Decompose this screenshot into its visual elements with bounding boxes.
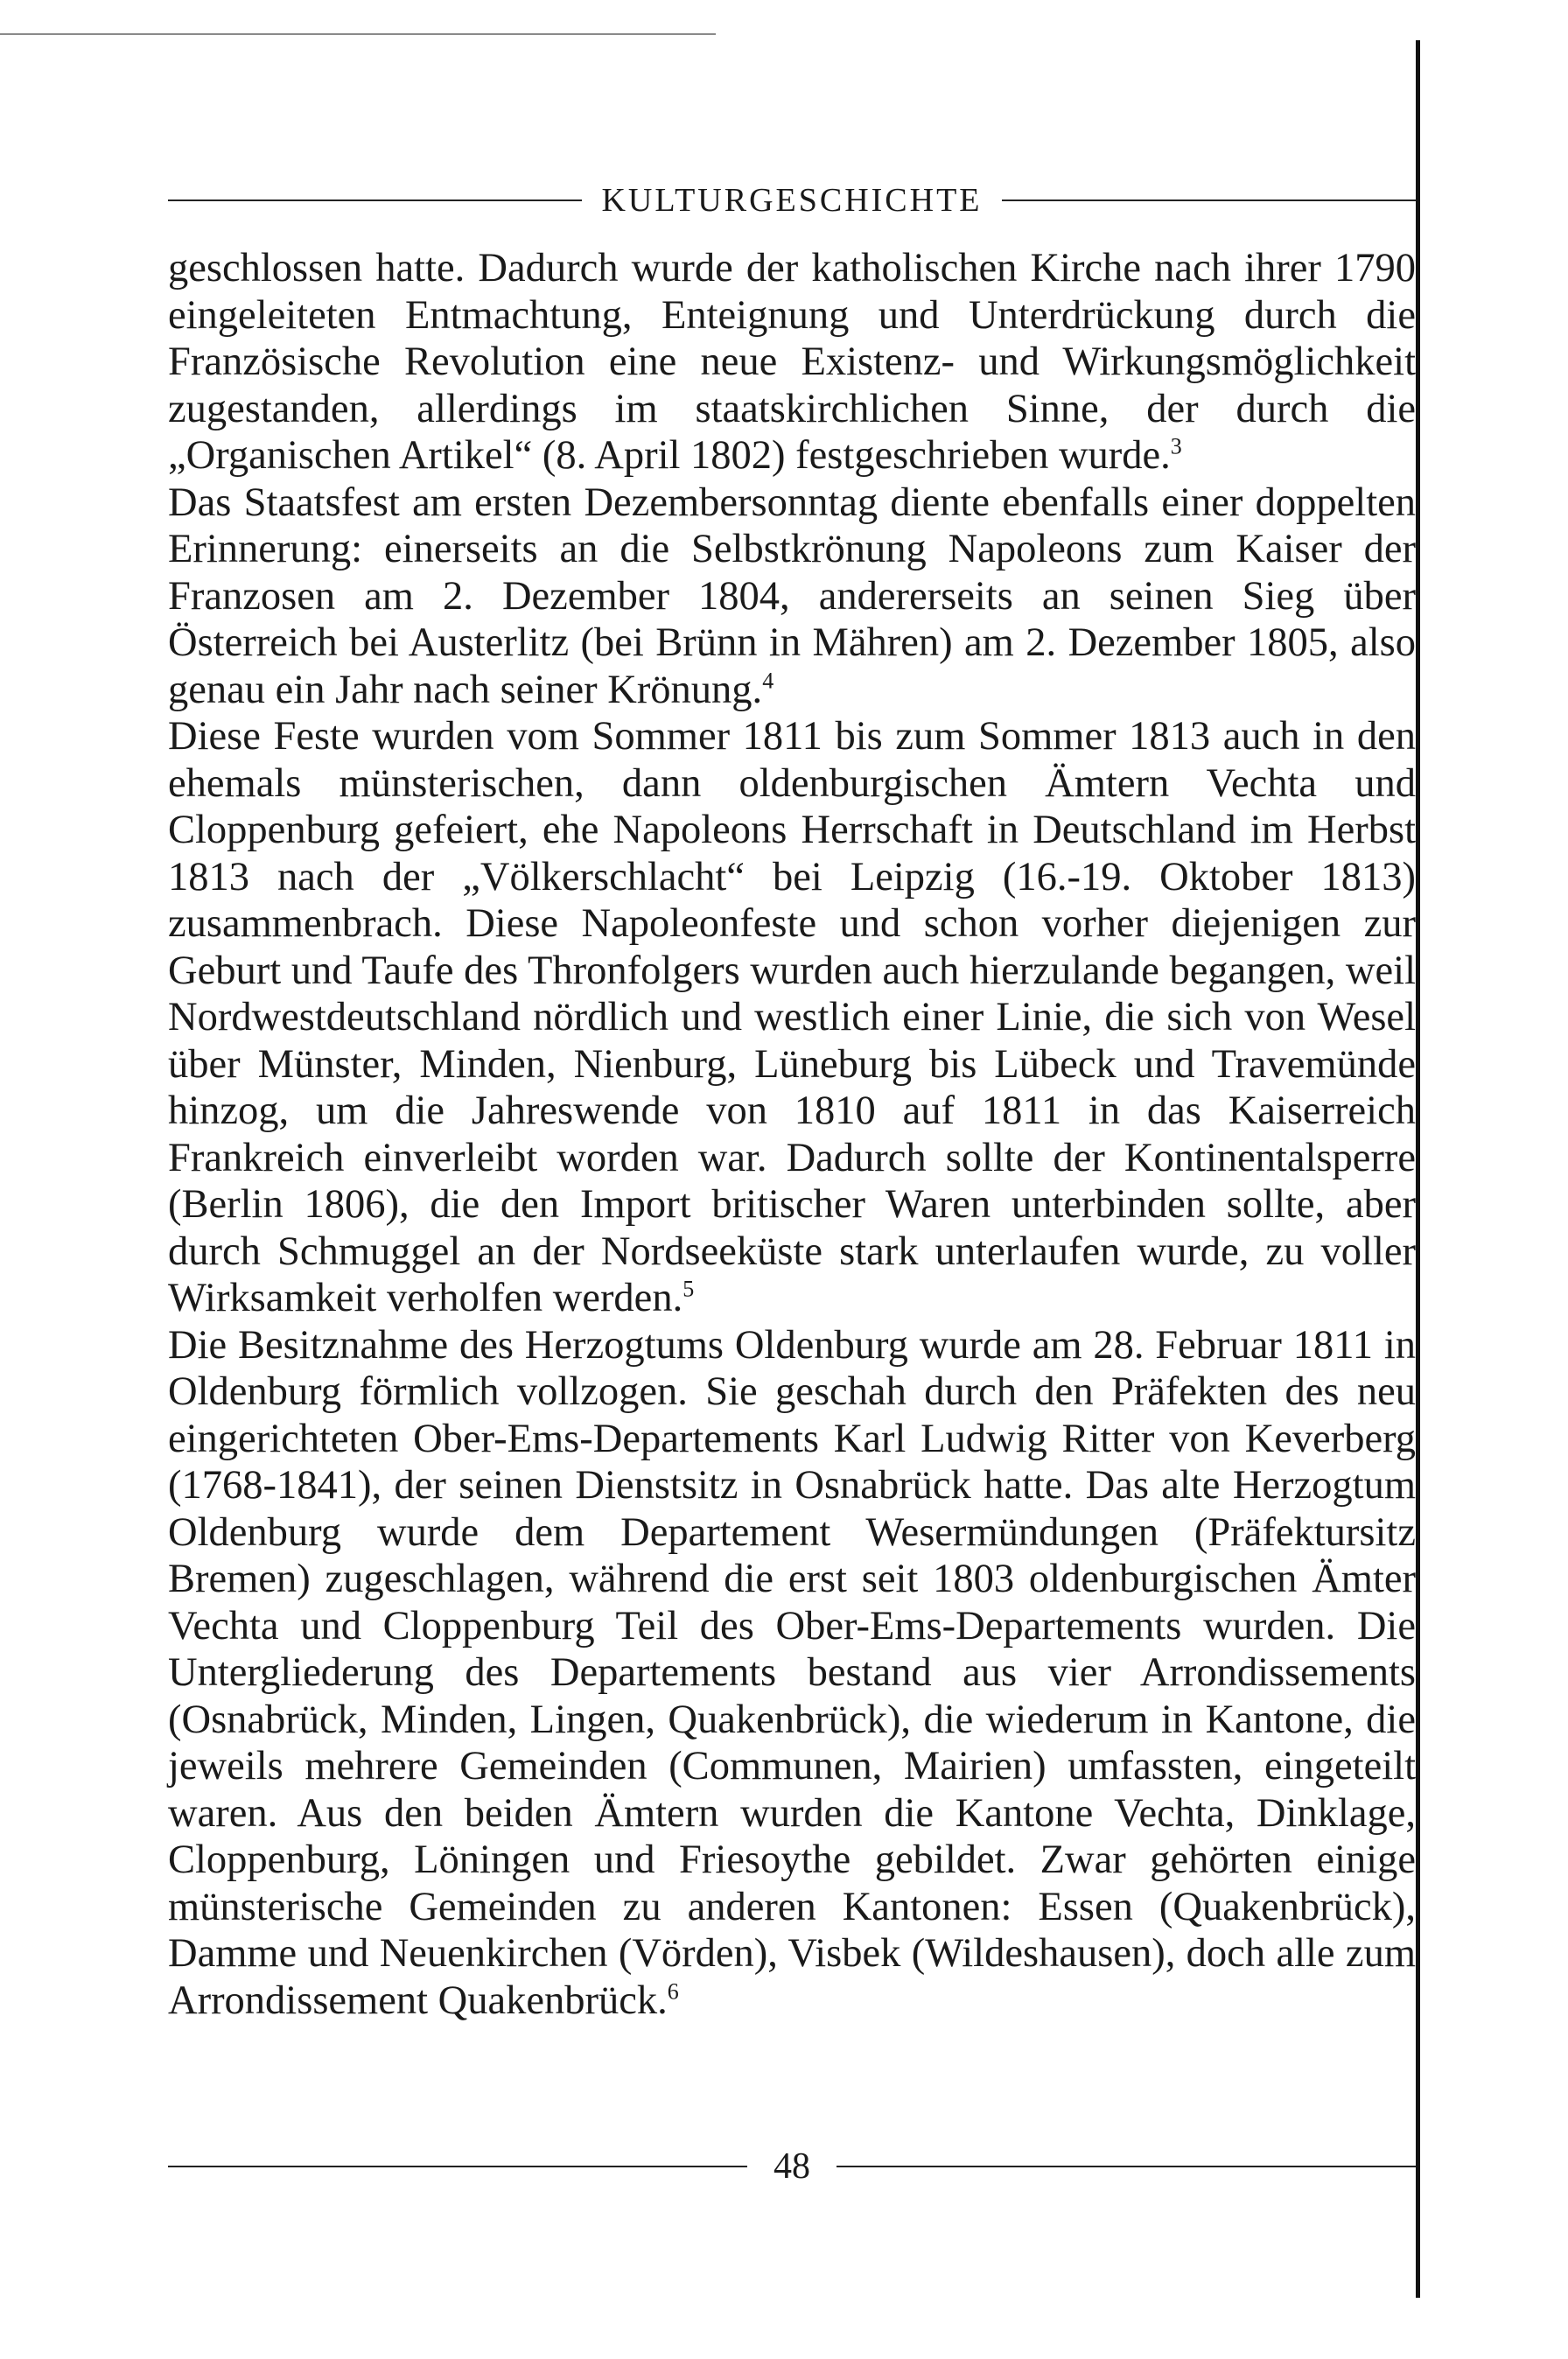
footnote-marker: 4 xyxy=(762,668,774,693)
body-text xyxy=(168,245,1416,2118)
scan-edge-top-line xyxy=(0,33,716,35)
paragraph-text: Die Besitznahme des Herzogtums Oldenburg wurde am 28. Februar 1811 in Oldenburg förmlich vollzogen. Sie geschah durch den Präfekten des neu eingerichteten Ober-Ems-Departements Karl Ludwig Ritter von Keverberg (1768-1841), der seinen Dienstsitz in Osnabrück hatte. Das alte Herzogtum Oldenburg wurde dem Departement Wesermündungen (Präfektursitz Bremen) zugeschlagen, während die erst seit 1803 oldenburgischen Ämter Vechta und Cloppenburg Teil des Ober-Ems-Departements wurden. Die Untergliederung des Departements bestand aus vier Arrondissements (Osnabrück, Minden, Lingen, Quakenbrück), die wiederum in Kantone, die jeweils mehrere Gemeinden (Communen, Mairien) umfassten, eingeteilt waren. Aus den beiden Ämtern wurden die Kantone Vechta, Dinklage, Cloppenburg, Löningen und Friesoythe gebildet. Zwar gehörten einige münsterische Gemeinden zu anderen Kantonen: Essen (Quakenbrück), Damme und Neuenkirchen (Vörden), Visbek (Wildeshausen), doch alle zum Arrondissement Quakenbrück. xyxy=(168,1322,1416,2023)
footnote-marker: 3 xyxy=(1170,433,1182,459)
paragraph-text: geschlossen hatte. Dadurch wurde der katholischen Kirche nach ihrer 1790 eingeleiteten Entmachtung, Enteignung und Unterdrückung durch die Französische Revolution eine neue Existenz- und Wirkungsmöglichkeit zugestanden, allerdings im staatskirchlichen Sinne, der durch die „Organischen Artikel“ (8. April 1802) festgeschrieben wurde. xyxy=(168,246,1416,478)
running-header-title: KULTURGESCHICHTE xyxy=(601,182,983,219)
footer-rule-right xyxy=(836,2166,1416,2167)
page-number: 48 xyxy=(774,2146,810,2187)
paragraph xyxy=(168,1322,1416,2025)
paragraph xyxy=(168,713,1416,1322)
paragraph xyxy=(168,245,1416,480)
paragraph xyxy=(168,480,1416,714)
running-header xyxy=(168,178,1416,222)
header-rule-left xyxy=(168,200,582,201)
page-footer xyxy=(168,2142,1416,2191)
paragraph-text: Das Staatsfest am ersten Dezembersonntag diente ebenfalls einer doppelten Erinnerung: einerseits an die Selbstkrönung Napoleons zum Kaiser der Franzosen am 2. Dezember 1804, andererseits an seinen Sieg über Österreich bei Austerlitz (bei Brünn in Mähren) am 2. Dezember 1805, also genau ein Jahr nach seiner Krönung. xyxy=(168,480,1416,712)
footnote-marker: 5 xyxy=(682,1276,695,1302)
footnote-marker: 6 xyxy=(667,1978,679,2004)
scan-edge-right-line xyxy=(1416,40,1420,2298)
footer-rule-left xyxy=(168,2166,747,2167)
header-rule-right xyxy=(1002,200,1416,201)
paragraph-text: Diese Feste wurden vom Sommer 1811 bis zum Sommer 1813 auch in den ehemals münsterischen, dann oldenburgischen Ämtern Vechta und Cloppenburg gefeiert, ehe Napoleons Herrschaft in Deutschland im Herbst 1813 nach der „Völkerschlacht“ bei Leipzig (16.-19. Oktober 1813) zusammenbrach. Diese Napoleonfeste und schon vorher diejenigen zur Geburt und Taufe des Thronfolgers wurden auch hierzulande begangen, weil Nordwestdeutschland nördlich und westlich einer Linie, die sich von Wesel über Münster, Minden, Nienburg, Lüneburg bis Lübeck und Travemünde hinzog, um die Jahreswende von 1810 auf 1811 in das Kaiserreich Frankreich einverleibt worden war. Dadurch sollte der Kontinentalsperre (Berlin 1806), die den Import britischer Waren unterbinden sollte, aber durch Schmuggel an der Nordseeküste stark unterlaufen wurde, zu voller Wirksamkeit verholfen werden. xyxy=(168,714,1416,1320)
